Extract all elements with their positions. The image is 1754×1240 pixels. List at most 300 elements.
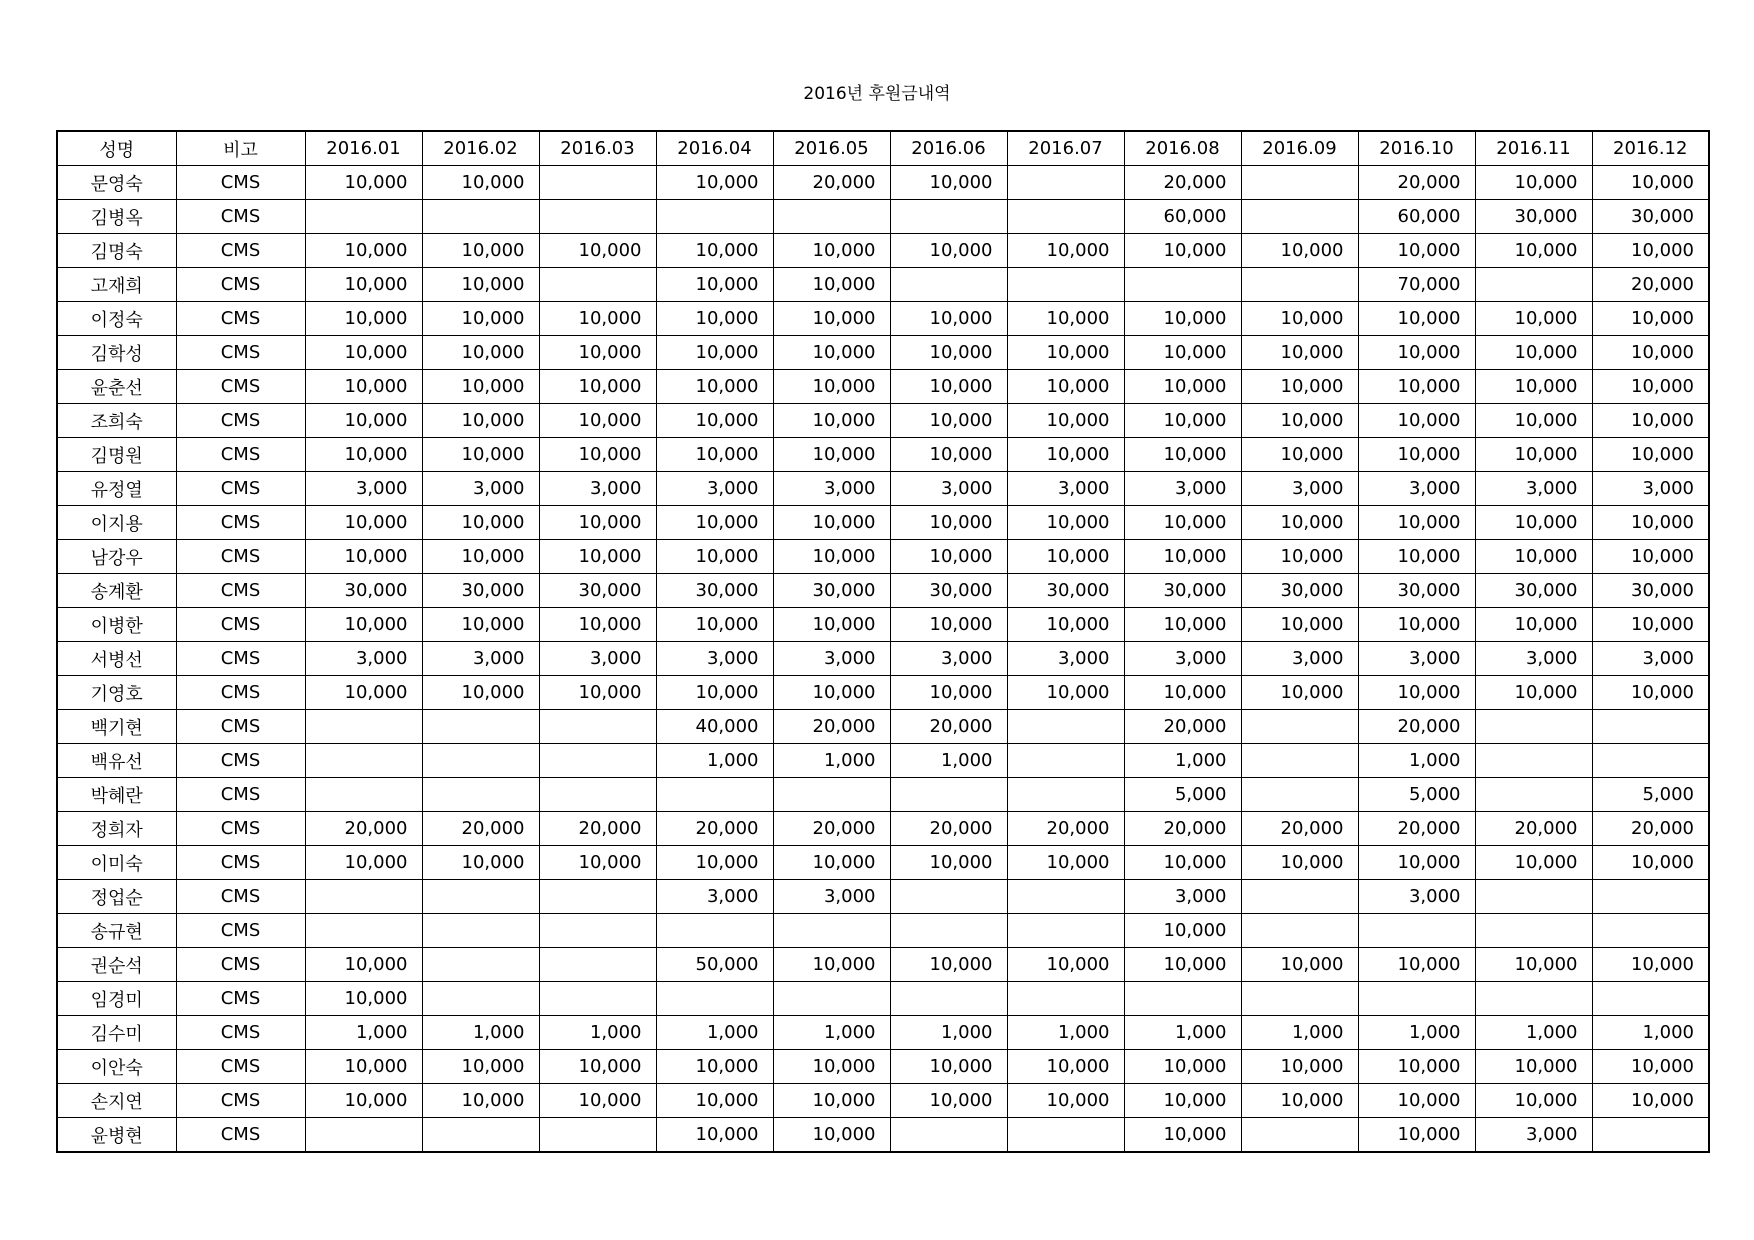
amount-cell	[773, 914, 890, 948]
note-cell: CMS	[176, 914, 305, 948]
amount-cell: 3,000	[773, 642, 890, 676]
donor-name-cell: 이병한	[57, 608, 176, 642]
amount-cell: 10,000	[539, 506, 656, 540]
amount-cell	[539, 778, 656, 812]
table-row	[57, 642, 1709, 676]
amount-cell: 10,000	[1358, 370, 1475, 404]
amount-cell: 20,000	[1592, 268, 1709, 302]
amount-cell: 10,000	[890, 846, 1007, 880]
header-month: 2016.08	[1124, 131, 1241, 166]
amount-cell	[1592, 710, 1709, 744]
amount-cell: 10,000	[656, 438, 773, 472]
amount-cell: 10,000	[422, 506, 539, 540]
table-row	[57, 506, 1709, 540]
amount-cell	[890, 880, 1007, 914]
amount-cell: 10,000	[1358, 404, 1475, 438]
amount-cell: 3,000	[656, 880, 773, 914]
amount-cell: 10,000	[773, 370, 890, 404]
amount-cell: 10,000	[1007, 438, 1124, 472]
amount-cell: 1,000	[1124, 1016, 1241, 1050]
note-cell: CMS	[176, 710, 305, 744]
amount-cell	[773, 982, 890, 1016]
donor-name-cell: 이안숙	[57, 1050, 176, 1084]
amount-cell: 10,000	[1241, 948, 1358, 982]
amount-cell	[539, 1118, 656, 1153]
header-month: 2016.03	[539, 131, 656, 166]
amount-cell: 10,000	[1241, 438, 1358, 472]
donation-table	[56, 130, 1710, 1153]
amount-cell: 10,000	[1358, 846, 1475, 880]
amount-cell	[773, 200, 890, 234]
amount-cell: 30,000	[1007, 574, 1124, 608]
note-cell: CMS	[176, 200, 305, 234]
amount-cell: 10,000	[539, 336, 656, 370]
amount-cell: 3,000	[890, 642, 1007, 676]
amount-cell	[422, 948, 539, 982]
amount-cell	[1241, 744, 1358, 778]
amount-cell: 20,000	[773, 710, 890, 744]
amount-cell: 10,000	[1007, 540, 1124, 574]
amount-cell: 10,000	[1475, 302, 1592, 336]
amount-cell: 3,000	[1007, 642, 1124, 676]
amount-cell: 10,000	[1241, 302, 1358, 336]
amount-cell	[1475, 710, 1592, 744]
amount-cell	[656, 982, 773, 1016]
amount-cell: 10,000	[890, 302, 1007, 336]
amount-cell: 10,000	[656, 370, 773, 404]
amount-cell	[1007, 744, 1124, 778]
amount-cell: 10,000	[1124, 846, 1241, 880]
amount-cell: 10,000	[539, 302, 656, 336]
amount-cell: 10,000	[422, 370, 539, 404]
amount-cell: 10,000	[1241, 1084, 1358, 1118]
amount-cell: 10,000	[1007, 676, 1124, 710]
amount-cell	[1241, 166, 1358, 200]
header-month: 2016.09	[1241, 131, 1358, 166]
donor-name-cell: 손지연	[57, 1084, 176, 1118]
amount-cell	[539, 166, 656, 200]
note-cell: CMS	[176, 846, 305, 880]
donor-name-cell: 권순석	[57, 948, 176, 982]
amount-cell: 3,000	[1358, 472, 1475, 506]
amount-cell: 10,000	[422, 438, 539, 472]
amount-cell: 1,000	[890, 744, 1007, 778]
amount-cell	[1007, 982, 1124, 1016]
amount-cell: 40,000	[656, 710, 773, 744]
donor-name-cell: 기영호	[57, 676, 176, 710]
donor-name-cell: 이미숙	[57, 846, 176, 880]
amount-cell: 1,000	[1592, 1016, 1709, 1050]
amount-cell	[1475, 914, 1592, 948]
amount-cell: 10,000	[1475, 1050, 1592, 1084]
amount-cell: 3,000	[422, 642, 539, 676]
amount-cell: 10,000	[656, 302, 773, 336]
table-row	[57, 608, 1709, 642]
note-cell: CMS	[176, 268, 305, 302]
donor-name-cell: 유정열	[57, 472, 176, 506]
amount-cell: 10,000	[656, 1050, 773, 1084]
amount-cell: 1,000	[1124, 744, 1241, 778]
amount-cell	[539, 880, 656, 914]
table-row	[57, 540, 1709, 574]
donor-name-cell: 이지용	[57, 506, 176, 540]
amount-cell: 10,000	[1592, 676, 1709, 710]
table-row	[57, 472, 1709, 506]
header-month: 2016.12	[1592, 131, 1709, 166]
amount-cell: 10,000	[1358, 1050, 1475, 1084]
amount-cell: 30,000	[1475, 574, 1592, 608]
note-cell: CMS	[176, 948, 305, 982]
table-row	[57, 676, 1709, 710]
table-row	[57, 846, 1709, 880]
donor-name-cell: 백유선	[57, 744, 176, 778]
amount-cell: 10,000	[305, 166, 422, 200]
amount-cell: 10,000	[305, 948, 422, 982]
amount-cell: 60,000	[1124, 200, 1241, 234]
amount-cell: 20,000	[1358, 710, 1475, 744]
amount-cell: 10,000	[890, 370, 1007, 404]
amount-cell: 3,000	[422, 472, 539, 506]
donor-name-cell: 정희자	[57, 812, 176, 846]
table-body	[57, 166, 1709, 1153]
amount-cell: 1,000	[890, 1016, 1007, 1050]
amount-cell: 1,000	[422, 1016, 539, 1050]
amount-cell: 1,000	[539, 1016, 656, 1050]
amount-cell	[539, 914, 656, 948]
amount-cell: 10,000	[305, 404, 422, 438]
amount-cell: 30,000	[890, 574, 1007, 608]
amount-cell: 10,000	[305, 676, 422, 710]
amount-cell: 20,000	[773, 166, 890, 200]
amount-cell: 1,000	[1358, 744, 1475, 778]
amount-cell: 10,000	[539, 1084, 656, 1118]
amount-cell: 30,000	[1475, 200, 1592, 234]
amount-cell: 10,000	[422, 336, 539, 370]
note-cell: CMS	[176, 302, 305, 336]
amount-cell: 10,000	[1007, 234, 1124, 268]
table-row	[57, 1084, 1709, 1118]
amount-cell: 3,000	[773, 880, 890, 914]
amount-cell	[1475, 778, 1592, 812]
amount-cell: 10,000	[1358, 608, 1475, 642]
amount-cell: 20,000	[1124, 166, 1241, 200]
amount-cell: 3,000	[1007, 472, 1124, 506]
amount-cell: 10,000	[1124, 1084, 1241, 1118]
amount-cell: 5,000	[1124, 778, 1241, 812]
amount-cell: 5,000	[1592, 778, 1709, 812]
amount-cell	[1007, 710, 1124, 744]
amount-cell: 10,000	[773, 1084, 890, 1118]
amount-cell: 10,000	[305, 438, 422, 472]
amount-cell: 10,000	[1241, 336, 1358, 370]
amount-cell: 20,000	[773, 812, 890, 846]
header-month: 2016.06	[890, 131, 1007, 166]
amount-cell: 3,000	[1592, 472, 1709, 506]
amount-cell: 10,000	[1241, 676, 1358, 710]
amount-cell	[305, 744, 422, 778]
amount-cell	[1592, 880, 1709, 914]
header-month: 2016.11	[1475, 131, 1592, 166]
amount-cell	[539, 200, 656, 234]
table-row	[57, 1016, 1709, 1050]
amount-cell	[422, 710, 539, 744]
amount-cell: 20,000	[422, 812, 539, 846]
note-cell: CMS	[176, 336, 305, 370]
amount-cell: 10,000	[1124, 540, 1241, 574]
amount-cell: 10,000	[1124, 676, 1241, 710]
amount-cell	[422, 914, 539, 948]
amount-cell	[1241, 200, 1358, 234]
amount-cell: 30,000	[1241, 574, 1358, 608]
amount-cell: 10,000	[1475, 336, 1592, 370]
amount-cell: 10,000	[1358, 1118, 1475, 1153]
table-row	[57, 744, 1709, 778]
amount-cell: 10,000	[1592, 438, 1709, 472]
amount-cell: 10,000	[1124, 608, 1241, 642]
amount-cell: 30,000	[539, 574, 656, 608]
amount-cell: 10,000	[773, 268, 890, 302]
amount-cell: 10,000	[656, 268, 773, 302]
donor-name-cell: 송계환	[57, 574, 176, 608]
amount-cell: 3,000	[890, 472, 1007, 506]
amount-cell	[1475, 268, 1592, 302]
amount-cell: 10,000	[773, 1118, 890, 1153]
amount-cell: 10,000	[1007, 506, 1124, 540]
amount-cell: 10,000	[1358, 234, 1475, 268]
amount-cell: 10,000	[1592, 506, 1709, 540]
note-cell: CMS	[176, 234, 305, 268]
amount-cell	[656, 914, 773, 948]
amount-cell	[422, 200, 539, 234]
amount-cell: 1,000	[773, 744, 890, 778]
table-row	[57, 438, 1709, 472]
amount-cell: 10,000	[1358, 948, 1475, 982]
amount-cell: 60,000	[1358, 200, 1475, 234]
donor-name-cell: 김학성	[57, 336, 176, 370]
amount-cell	[1007, 200, 1124, 234]
note-cell: CMS	[176, 778, 305, 812]
amount-cell: 10,000	[539, 438, 656, 472]
header-month: 2016.10	[1358, 131, 1475, 166]
amount-cell: 30,000	[422, 574, 539, 608]
amount-cell: 10,000	[305, 302, 422, 336]
amount-cell: 10,000	[1475, 608, 1592, 642]
amount-cell: 10,000	[890, 1050, 1007, 1084]
amount-cell: 10,000	[305, 268, 422, 302]
amount-cell: 10,000	[1475, 370, 1592, 404]
amount-cell: 10,000	[656, 676, 773, 710]
amount-cell	[890, 200, 1007, 234]
amount-cell: 10,000	[539, 370, 656, 404]
amount-cell: 3,000	[539, 472, 656, 506]
amount-cell: 10,000	[1592, 608, 1709, 642]
amount-cell	[305, 710, 422, 744]
table-row	[57, 778, 1709, 812]
amount-cell: 10,000	[890, 404, 1007, 438]
amount-cell: 10,000	[1007, 846, 1124, 880]
amount-cell: 20,000	[890, 812, 1007, 846]
amount-cell: 10,000	[539, 540, 656, 574]
amount-cell: 3,000	[1124, 880, 1241, 914]
amount-cell: 10,000	[1124, 1050, 1241, 1084]
donor-name-cell: 백기현	[57, 710, 176, 744]
donor-name-cell: 고재희	[57, 268, 176, 302]
amount-cell: 10,000	[1592, 404, 1709, 438]
table-row	[57, 982, 1709, 1016]
amount-cell	[1007, 268, 1124, 302]
amount-cell: 3,000	[656, 472, 773, 506]
amount-cell: 10,000	[1475, 948, 1592, 982]
amount-cell: 10,000	[1475, 166, 1592, 200]
amount-cell: 10,000	[1124, 1118, 1241, 1153]
amount-cell: 3,000	[1124, 472, 1241, 506]
amount-cell	[890, 778, 1007, 812]
amount-cell: 10,000	[1124, 438, 1241, 472]
amount-cell	[773, 778, 890, 812]
amount-cell: 3,000	[1358, 880, 1475, 914]
table-row	[57, 1050, 1709, 1084]
note-cell: CMS	[176, 472, 305, 506]
amount-cell	[1475, 880, 1592, 914]
amount-cell: 10,000	[1592, 336, 1709, 370]
donor-name-cell: 남강우	[57, 540, 176, 574]
amount-cell: 10,000	[890, 608, 1007, 642]
amount-cell: 10,000	[656, 166, 773, 200]
amount-cell	[1007, 880, 1124, 914]
note-cell: CMS	[176, 1084, 305, 1118]
amount-cell: 10,000	[422, 404, 539, 438]
amount-cell: 10,000	[422, 166, 539, 200]
amount-cell: 10,000	[422, 608, 539, 642]
amount-cell: 10,000	[1241, 540, 1358, 574]
amount-cell: 10,000	[656, 336, 773, 370]
amount-cell: 20,000	[1358, 166, 1475, 200]
amount-cell	[422, 1118, 539, 1153]
amount-cell: 10,000	[1475, 234, 1592, 268]
amount-cell: 10,000	[1241, 234, 1358, 268]
amount-cell: 10,000	[1592, 846, 1709, 880]
amount-cell	[1007, 778, 1124, 812]
amount-cell: 10,000	[1475, 404, 1592, 438]
amount-cell	[539, 982, 656, 1016]
amount-cell: 10,000	[1592, 1084, 1709, 1118]
note-cell: CMS	[176, 608, 305, 642]
amount-cell: 10,000	[773, 676, 890, 710]
amount-cell	[539, 948, 656, 982]
amount-cell: 10,000	[1124, 948, 1241, 982]
amount-cell: 10,000	[773, 438, 890, 472]
amount-cell	[305, 880, 422, 914]
amount-cell: 10,000	[773, 608, 890, 642]
amount-cell: 1,000	[1241, 1016, 1358, 1050]
table-row	[57, 370, 1709, 404]
amount-cell: 10,000	[890, 336, 1007, 370]
amount-cell: 30,000	[1358, 574, 1475, 608]
note-cell: CMS	[176, 982, 305, 1016]
amount-cell: 10,000	[1007, 1084, 1124, 1118]
amount-cell: 10,000	[773, 506, 890, 540]
amount-cell	[890, 1118, 1007, 1153]
amount-cell: 3,000	[1475, 472, 1592, 506]
amount-cell: 10,000	[1241, 404, 1358, 438]
amount-cell: 10,000	[656, 404, 773, 438]
note-cell: CMS	[176, 404, 305, 438]
note-cell: CMS	[176, 370, 305, 404]
amount-cell: 20,000	[1358, 812, 1475, 846]
amount-cell: 3,000	[1124, 642, 1241, 676]
header-month: 2016.07	[1007, 131, 1124, 166]
amount-cell: 3,000	[1358, 642, 1475, 676]
note-cell: CMS	[176, 506, 305, 540]
amount-cell	[422, 982, 539, 1016]
donor-name-cell: 정업순	[57, 880, 176, 914]
amount-cell	[422, 880, 539, 914]
amount-cell: 10,000	[1124, 336, 1241, 370]
amount-cell: 10,000	[1592, 166, 1709, 200]
donor-name-cell: 조희숙	[57, 404, 176, 438]
amount-cell: 3,000	[1241, 472, 1358, 506]
donor-name-cell: 윤춘선	[57, 370, 176, 404]
amount-cell: 30,000	[773, 574, 890, 608]
table-row	[57, 1118, 1709, 1153]
amount-cell	[890, 268, 1007, 302]
donor-name-cell: 김명숙	[57, 234, 176, 268]
amount-cell: 20,000	[890, 710, 1007, 744]
note-cell: CMS	[176, 744, 305, 778]
amount-cell: 1,000	[1475, 1016, 1592, 1050]
amount-cell	[1592, 982, 1709, 1016]
amount-cell: 30,000	[1592, 200, 1709, 234]
amount-cell: 30,000	[1124, 574, 1241, 608]
amount-cell: 10,000	[539, 608, 656, 642]
amount-cell	[1592, 1118, 1709, 1153]
amount-cell: 20,000	[656, 812, 773, 846]
amount-cell: 20,000	[539, 812, 656, 846]
amount-cell	[305, 1118, 422, 1153]
amount-cell: 10,000	[1358, 540, 1475, 574]
amount-cell	[1358, 982, 1475, 1016]
amount-cell: 3,000	[305, 472, 422, 506]
amount-cell: 10,000	[305, 608, 422, 642]
amount-cell: 10,000	[1592, 948, 1709, 982]
amount-cell: 10,000	[656, 1118, 773, 1153]
amount-cell: 10,000	[1241, 846, 1358, 880]
amount-cell	[1007, 166, 1124, 200]
table-row	[57, 812, 1709, 846]
amount-cell: 10,000	[1475, 506, 1592, 540]
table-row	[57, 948, 1709, 982]
note-cell: CMS	[176, 1050, 305, 1084]
amount-cell	[1241, 710, 1358, 744]
amount-cell: 10,000	[305, 846, 422, 880]
amount-cell: 3,000	[1475, 1118, 1592, 1153]
amount-cell: 30,000	[656, 574, 773, 608]
amount-cell: 10,000	[1124, 404, 1241, 438]
amount-cell	[1475, 982, 1592, 1016]
amount-cell: 10,000	[656, 234, 773, 268]
amount-cell: 10,000	[890, 540, 1007, 574]
amount-cell: 10,000	[890, 676, 1007, 710]
amount-cell: 30,000	[305, 574, 422, 608]
amount-cell: 10,000	[773, 1050, 890, 1084]
amount-cell: 10,000	[1007, 370, 1124, 404]
amount-cell: 10,000	[422, 1050, 539, 1084]
amount-cell: 3,000	[1475, 642, 1592, 676]
amount-cell: 10,000	[1124, 370, 1241, 404]
amount-cell: 10,000	[1592, 234, 1709, 268]
amount-cell: 10,000	[1358, 336, 1475, 370]
table-row	[57, 234, 1709, 268]
